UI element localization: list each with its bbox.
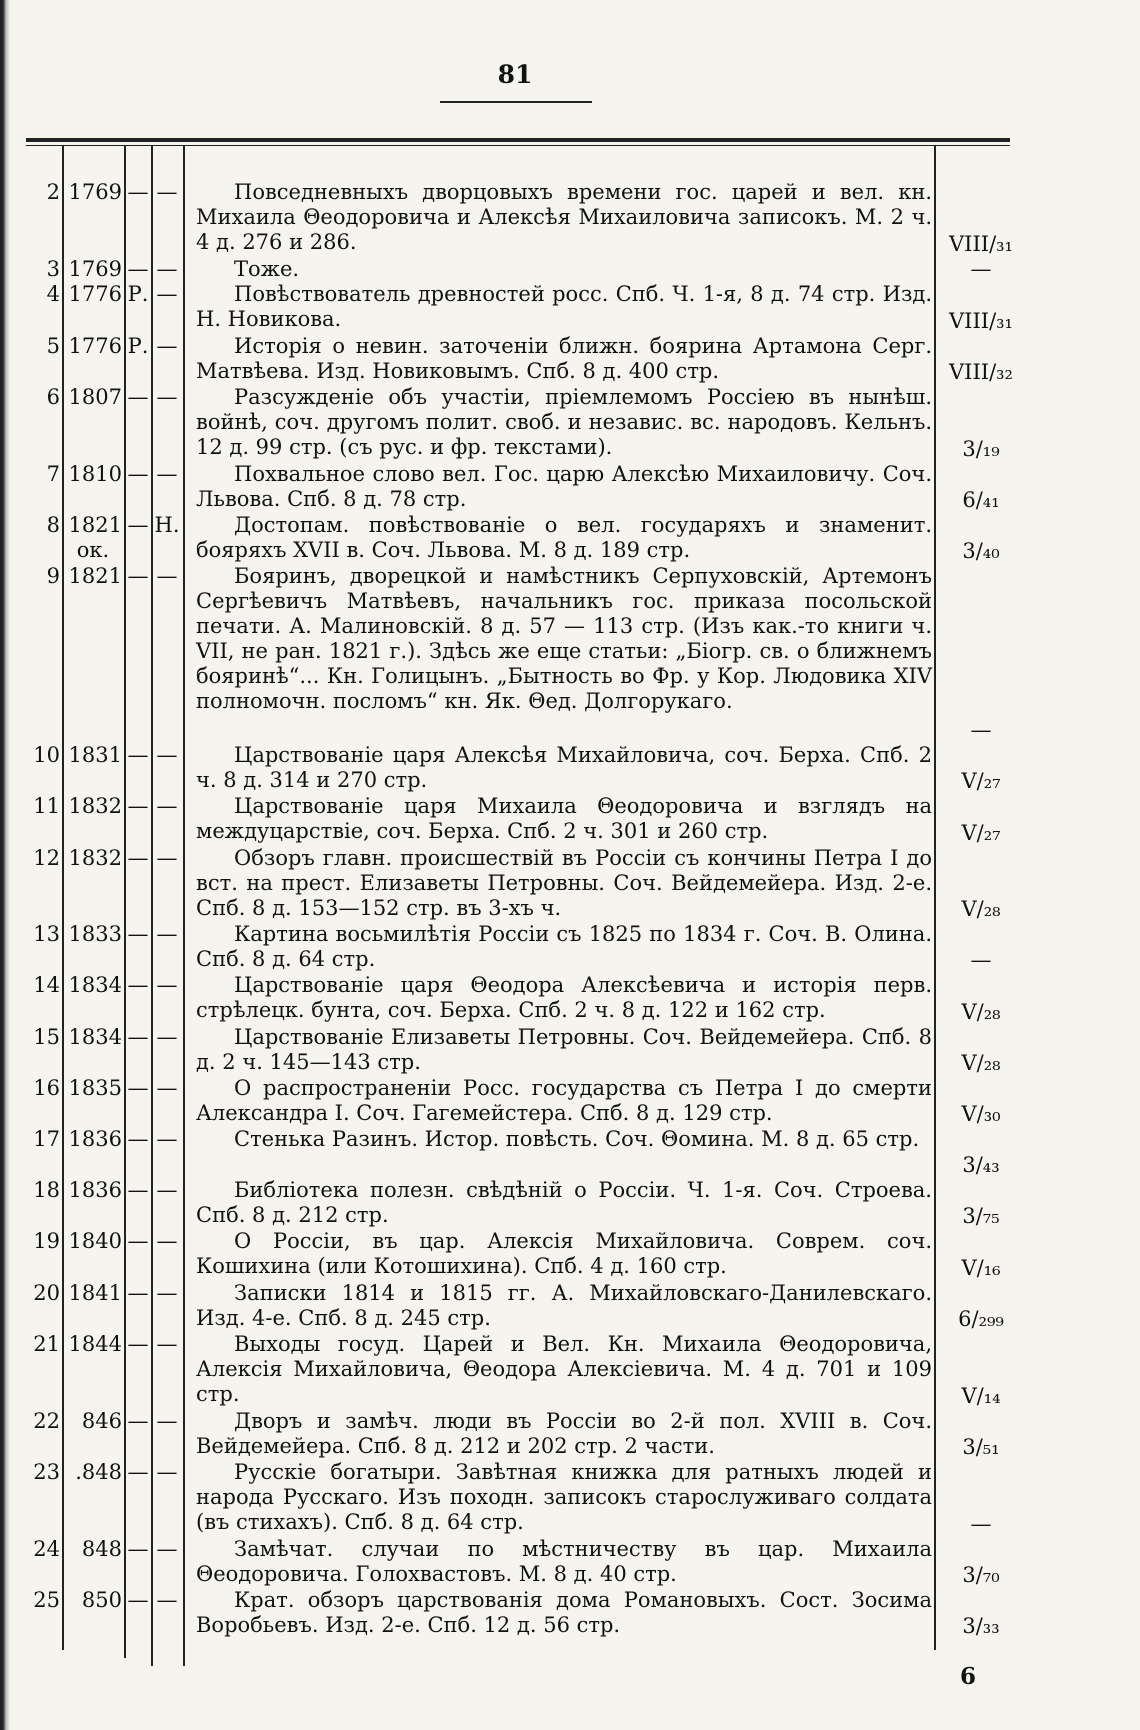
entry-number: 15	[33, 1024, 60, 1049]
entry-shelfmark: 3/₄₀	[962, 538, 1000, 563]
table-top-rule	[26, 138, 1010, 142]
entry-number: 7	[46, 461, 60, 486]
entry-flag-1: —	[127, 1178, 149, 1203]
entry-flag-2: —	[156, 1459, 178, 1484]
entry-year: 1769	[68, 256, 122, 281]
table-row	[0, 922, 1140, 973]
entry-shelfmark: V/₃₀	[961, 1102, 1001, 1127]
table-row	[0, 180, 1140, 257]
entry-number: 24	[33, 1536, 60, 1561]
entry-flag-1: —	[127, 384, 149, 409]
entry-flag-2: Н.	[154, 512, 180, 537]
table-row	[0, 462, 1140, 513]
entry-year: 1833	[68, 922, 122, 947]
entry-flag-1: —	[127, 794, 149, 819]
entry-flag-2: —	[156, 256, 178, 281]
entry-flag-1: —	[127, 973, 149, 998]
entry-flag-2: —	[156, 1178, 178, 1203]
entry-number: 23	[33, 1459, 60, 1484]
entry-shelfmark: V/₂₈	[961, 1050, 1001, 1075]
entry-shelfmark: 6/₂₉₉	[958, 1306, 1004, 1331]
entry-number: 20	[33, 1280, 60, 1305]
entry-year: 1832	[68, 845, 122, 870]
entry-flag-2: —	[156, 1587, 178, 1612]
entry-flag-1: Р.	[127, 333, 149, 358]
entry-flag-1: —	[127, 1024, 149, 1049]
entry-year: 1821	[68, 512, 122, 537]
entry-number: 22	[33, 1408, 60, 1433]
table-row	[0, 257, 1140, 283]
entry-description: Крат. обзоръ царствованія дома Романовыхъ. Сост. Зосима Воробьевъ. Изд. 2-е. Спб. 12 д. 56 стр.	[196, 1587, 932, 1637]
table-row	[0, 282, 1140, 333]
entry-year: 1840	[68, 1229, 122, 1254]
entry-number: 4	[46, 282, 60, 307]
entry-number: 16	[33, 1075, 60, 1100]
entry-description: Библіотека полезн. свѣдѣній о Россіи. Ч. 1-я. Соч. Строева. Спб. 8 д. 212 стр.	[196, 1178, 932, 1228]
entry-shelfmark: VIII/₃₁	[949, 308, 1013, 333]
entry-year: 1821	[68, 563, 122, 588]
entry-flag-2: —	[156, 1229, 178, 1254]
entry-year: 848	[81, 1536, 122, 1561]
entry-year: 1841	[68, 1280, 122, 1305]
table-row	[0, 794, 1140, 845]
entry-year: 1834	[68, 973, 122, 998]
entry-flag-2: —	[156, 461, 178, 486]
entry-number: 11	[33, 794, 60, 819]
entry-number: 8	[46, 512, 60, 537]
entry-description: Разсужденіе объ участіи, пріемлемомъ Россіею въ нынѣш. войнѣ, соч. другомъ полит. своб. и независ. вс. народовъ. Кельнъ. 12 д. 99 стр. (съ рус. и фр. текстами).	[196, 384, 932, 459]
entry-description: Выходы госуд. Царей и Вел. Кн. Михаила Θеодоровича, Алексія Михайловича, Θеодора Алексіевича. М. 4 д. 701 и 109 стр.	[196, 1331, 932, 1406]
table-row	[0, 1281, 1140, 1332]
signature-mark: 6	[960, 1663, 977, 1690]
entry-number: 10	[33, 743, 60, 768]
entry-flag-2: —	[156, 1075, 178, 1100]
table-row	[0, 1229, 1140, 1280]
entry-number: 12	[33, 845, 60, 870]
entry-description: Царствованіе царя Михаила Θеодоровича и взглядъ на междуцарствіе, соч. Берха. Спб. 2 ч. 301 и 260 стр.	[196, 794, 932, 844]
entry-description: О Россіи, въ цар. Алексія Михайловича. Соврем. соч. Кошихина (или Котошихина). Спб. 4 д. 160 стр.	[196, 1229, 932, 1279]
entry-flag-2: —	[156, 845, 178, 870]
table-top-rule-thin	[26, 145, 1010, 146]
entry-flag-2: —	[156, 973, 178, 998]
entry-number: 14	[33, 973, 60, 998]
entry-description: Царствованіе Елизаветы Петровны. Соч. Вейдемейера. Спб. 8 д. 2 ч. 145—143 стр.	[196, 1024, 932, 1074]
entry-description: Дворъ и замѣч. люди въ Россіи во 2-й пол. XVIII в. Соч. Вейдемейера. Спб. 8 д. 212 и 202 стр. 2 части.	[196, 1408, 932, 1458]
page-number-rule	[440, 101, 592, 103]
entry-flag-2: —	[156, 1331, 178, 1356]
table-row	[0, 1537, 1140, 1588]
table-row	[0, 1460, 1140, 1537]
entry-flag-1: —	[127, 256, 149, 281]
entry-shelfmark: VIII/₃₂	[949, 359, 1013, 384]
entry-shelfmark: V/₁₆	[961, 1255, 1001, 1280]
entry-shelfmark: 3/₇₅	[962, 1204, 1000, 1229]
entry-shelfmark: V/₂₈	[961, 897, 1001, 922]
entry-year: 1831	[68, 743, 122, 768]
entry-description: Русскіе богатыри. Завѣтная книжка для ратныхъ людей и народа Русскаго. Изъ походн. записокъ старослуживаго солдата (въ стихахъ). Спб. 8 д. 64 стр.	[196, 1459, 932, 1534]
entry-year: 1776	[68, 282, 122, 307]
entry-year: 1835	[68, 1075, 122, 1100]
entry-flag-1: —	[127, 1075, 149, 1100]
entry-number: 18	[33, 1178, 60, 1203]
entry-description: Обзоръ главн. происшествій въ Россіи съ кончины Петра I до вст. на прест. Елизаветы Петровны. Соч. Вейдемейера. Изд. 2-е. Спб. 8 д. 153—152 стр. въ 3-хъ ч.	[196, 845, 932, 920]
entry-description: Похвальное слово вел. Гос. царю Алексѣю Михаиловичу. Соч. Львова. Спб. 8 д. 78 стр.	[196, 461, 932, 511]
entry-description: Картина восьмилѣтія Россіи съ 1825 по 1834 г. Соч. В. Олина. Спб. 8 д. 64 стр.	[196, 922, 932, 972]
entry-shelfmark: VIII/₃₁	[949, 231, 1013, 256]
entry-description: О распространеніи Росс. государства съ Петра I до смерти Александра I. Соч. Гагемейстера. Спб. 8 д. 129 стр.	[196, 1075, 932, 1125]
entry-year: 1836	[68, 1178, 122, 1203]
entry-year: 1832	[68, 794, 122, 819]
entry-flag-1: —	[127, 1459, 149, 1484]
table-row	[0, 1127, 1140, 1178]
entry-shelfmark: —	[970, 718, 992, 743]
entry-shelfmark: 3/₁₉	[962, 436, 1000, 461]
entry-flag-2: —	[156, 1408, 178, 1433]
table-row	[0, 1076, 1140, 1127]
entry-number: 2	[46, 180, 60, 204]
entry-flag-1: —	[127, 1127, 149, 1152]
entry-description: Бояринъ, дворецкой и намѣстникъ Серпуховскій, Артемонъ Сергѣевичъ Матвѣевъ, начальникъ гос. приказа посольской печати. А. Малиновскій. 8 д. 57 — 113 стр. (Изъ как.-то книги ч. VII, не ран. 1821 г.). Здѣсь же еще статьи: „Біогр. св. о ближнемъ бояринѣ“... Кн. Голицынъ. „Бытность во Фр. у Кор. Людовика XIV полномочн. посломъ“ кн. Як. Θед. Долгорукаго.	[196, 563, 932, 713]
entry-shelfmark: —	[970, 948, 992, 973]
entry-flag-2: —	[156, 180, 178, 204]
entry-flag-2: —	[156, 1127, 178, 1152]
entry-year: 1776	[68, 333, 122, 358]
entry-flag-2: —	[156, 333, 178, 358]
table-row	[0, 1588, 1140, 1639]
entry-description: Повѣствователь древностей росс. Спб. Ч. 1-я, 8 д. 74 стр. Изд. Н. Новикова.	[196, 282, 932, 332]
entry-description: Исторія о невин. заточеніи ближн. боярина Артамона Серг. Матвѣева. Изд. Новиковымъ. Спб. 8 д. 400 стр.	[196, 333, 932, 383]
entry-description: Повседневныхъ дворцовыхъ времени гос. царей и вел. кн. Михаила Θеодоровича и Алексѣя Михаиловича записокъ. М. 2 ч. 4 д. 276 и 286.	[196, 180, 932, 254]
table-row	[0, 1025, 1140, 1076]
table-row	[0, 743, 1140, 794]
entry-flag-2: —	[156, 743, 178, 768]
entry-year: 1807	[68, 384, 122, 409]
entry-flag-1: —	[127, 180, 149, 204]
table-row	[0, 1409, 1140, 1460]
entry-year: .848	[75, 1459, 122, 1484]
entry-description: Достопам. повѣствованіе о вел. государяхъ и знаменит. бояряхъ XVII в. Соч. Львова. М. 8 д. 189 стр.	[196, 512, 932, 562]
entry-year-note: ок.	[76, 537, 110, 562]
entry-flag-1: Р.	[127, 282, 149, 307]
entry-description: Замѣчат. случаи по мѣстничеству въ цар. Михаила Θеодоровича. Голохвастовъ. М. 8 д. 40 стр.	[196, 1536, 932, 1586]
entry-number: 19	[33, 1229, 60, 1254]
entry-flag-2: —	[156, 1024, 178, 1049]
entry-year: 1844	[68, 1331, 122, 1356]
table-row	[0, 1332, 1140, 1409]
entry-number: 21	[33, 1331, 60, 1356]
entry-number: 25	[33, 1587, 60, 1612]
entry-number: 17	[33, 1127, 60, 1152]
entry-flag-1: —	[127, 922, 149, 947]
entry-flag-1: —	[127, 1229, 149, 1254]
entry-year: 1810	[68, 461, 122, 486]
entry-description: Записки 1814 и 1815 гг. А. Михайловскаго-Данилевскаго. Изд. 4-е. Спб. 8 д. 245 стр.	[196, 1280, 932, 1330]
entry-flag-1: —	[127, 845, 149, 870]
entry-shelfmark: 3/₄₃	[962, 1153, 1000, 1178]
entry-year: 846	[81, 1408, 122, 1433]
entry-number: 13	[33, 922, 60, 947]
catalog-table	[0, 180, 1140, 1639]
entry-year: 1834	[68, 1024, 122, 1049]
entry-number: 9	[46, 563, 60, 588]
entry-number: 5	[46, 333, 60, 358]
entry-flag-2: —	[156, 282, 178, 307]
entry-flag-2: —	[156, 794, 178, 819]
entry-shelfmark: —	[970, 257, 992, 282]
entry-description: Царствованіе царя Алексѣя Михайловича, соч. Берха. Спб. 2 ч. 8 д. 314 и 270 стр.	[196, 743, 932, 793]
table-row	[0, 564, 1140, 743]
table-row	[0, 513, 1140, 564]
entry-flag-2: —	[156, 563, 178, 588]
entry-year: 1836	[68, 1127, 122, 1152]
entry-flag-2: —	[156, 384, 178, 409]
entry-flag-2: —	[156, 922, 178, 947]
entry-shelfmark: 3/₃₃	[962, 1613, 1000, 1638]
entry-shelfmark: 6/₄₁	[962, 487, 1000, 512]
entry-shelfmark: V/₁₄	[961, 1383, 1001, 1408]
entry-number: 3	[46, 256, 60, 281]
entry-shelfmark: 3/₅₁	[962, 1434, 1000, 1459]
table-row	[0, 846, 1140, 923]
entry-description: Стенька Разинъ. Истор. повѣсть. Соч. Θомина. М. 8 д. 65 стр.	[234, 1127, 920, 1152]
entry-description: Тоже.	[234, 256, 300, 281]
entry-flag-1: —	[127, 1587, 149, 1612]
entry-flag-2: —	[156, 1280, 178, 1305]
table-row	[0, 385, 1140, 462]
entry-description: Царствованіе царя Θеодора Алексѣевича и исторія перв. стрѣлецк. бунта, соч. Берха. Спб. 2 ч. 8 д. 122 и 162 стр.	[196, 973, 932, 1023]
entry-year: 850	[81, 1587, 122, 1612]
entry-flag-1: —	[127, 1280, 149, 1305]
entry-year: 1769	[68, 180, 122, 204]
entry-flag-2: —	[156, 1536, 178, 1561]
entry-shelfmark: V/₂₇	[961, 820, 1001, 845]
entry-flag-1: —	[127, 512, 149, 537]
entry-flag-1: —	[127, 1536, 149, 1561]
entry-number: 6	[46, 384, 60, 409]
table-row	[0, 973, 1140, 1024]
entry-flag-1: —	[127, 563, 149, 588]
entry-shelfmark: V/₂₈	[961, 999, 1001, 1024]
entry-flag-1: —	[127, 743, 149, 768]
entry-flag-1: —	[127, 1408, 149, 1433]
entry-shelfmark: —	[970, 1511, 992, 1536]
table-row	[0, 334, 1140, 385]
page-number: 81	[497, 60, 533, 89]
entry-shelfmark: 3/₇₀	[962, 1562, 1000, 1587]
entry-flag-1: —	[127, 1331, 149, 1356]
entry-shelfmark: V/₂₇	[961, 769, 1001, 794]
table-row	[0, 1178, 1140, 1229]
entry-flag-1: —	[127, 461, 149, 486]
